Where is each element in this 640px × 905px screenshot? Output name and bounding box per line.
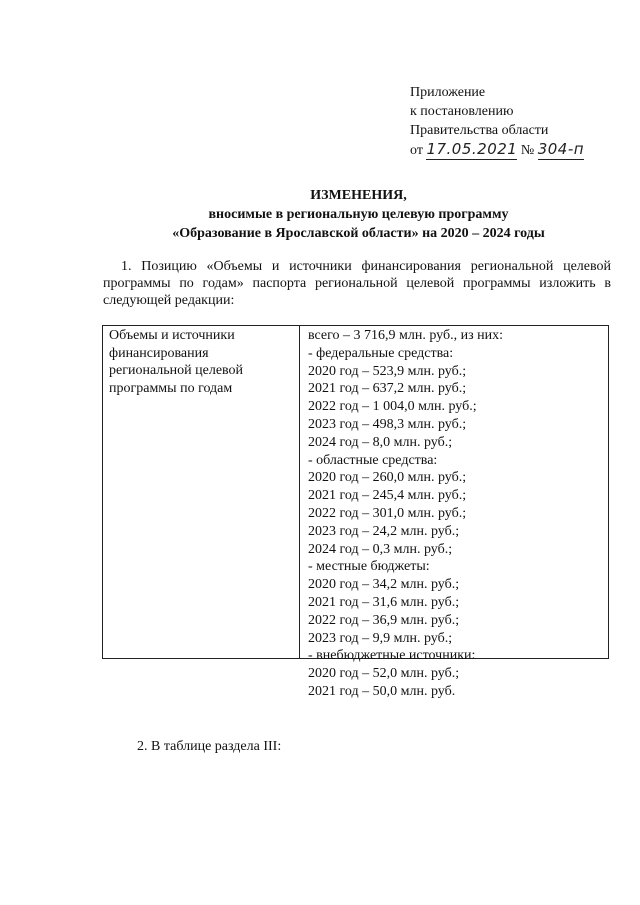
right-cell-line: всего – 3 716,9 млн. руб., из них: — [308, 328, 504, 343]
right-cell-line: 2021 год – 245,4 млн. руб.; — [308, 488, 467, 504]
right-cell-line: 2021 год – 637,2 млн. руб.; — [308, 381, 467, 397]
left-cell-line: финансирования — [109, 345, 209, 361]
right-cell-line: - местные бюджеты: — [308, 559, 430, 575]
right-cell-line: 2020 год – 260,0 млн. руб.; — [308, 470, 467, 486]
right-cell-line: 2023 год – 498,3 млн. руб.; — [308, 416, 467, 432]
date-prefix: от — [410, 143, 423, 158]
appendix-block — [410, 83, 584, 160]
title-line-3: «Образование в Ярославской области» на 2020 – 2024 годы — [172, 226, 545, 241]
right-cell-line: 2023 год – 24,2 млн. руб.; — [308, 523, 460, 539]
right-cell-line: - федеральные средства: — [308, 345, 454, 361]
title-line-2: вносимые в региональную целевую программу — [208, 207, 509, 222]
right-cell-line: 2022 год – 36,9 млн. руб.; — [308, 612, 460, 628]
right-cell-line: 2020 год – 52,0 млн. руб.; — [308, 666, 460, 682]
handwritten-number: 304-п — [537, 140, 585, 158]
appendix-line-1: Приложение — [410, 85, 486, 100]
appendix-date-line — [410, 140, 584, 160]
right-cell-line: 2021 год – 50,0 млн. руб. — [308, 683, 456, 699]
right-cell-line: 2021 год – 31,6 млн. руб.; — [308, 594, 460, 610]
document-title — [100, 186, 617, 243]
handwritten-date: 17.05.2021 — [426, 140, 518, 158]
table-column-divider — [299, 326, 300, 658]
left-cell-line: программы по годам — [109, 380, 233, 396]
right-cell-line: 2022 год – 301,0 млн. руб.; — [308, 505, 467, 521]
appendix-line-2: к постановлению — [410, 104, 514, 119]
left-cell-line: региональной целевой — [109, 363, 244, 378]
right-cell-line: 2024 год – 0,3 млн. руб.; — [308, 541, 453, 557]
table-left-cell — [109, 327, 294, 397]
paragraph-1: 1. Позицию «Объемы и источники финансирования региональной целевой программы по годам» паспорта региональной целевой программы изложить в следующей редакции: — [103, 259, 611, 308]
right-cell-line: 2020 год – 523,9 млн. руб.; — [308, 363, 467, 379]
right-cell-line: - областные средства: — [308, 452, 438, 468]
table-right-cell — [308, 327, 603, 701]
number-prefix: № — [520, 143, 535, 158]
right-cell-line: 2024 год – 8,0 млн. руб.; — [308, 434, 453, 450]
left-cell-line: Объемы и источники — [109, 328, 235, 343]
right-cell-line: 2020 год – 34,2 млн. руб.; — [308, 577, 460, 593]
right-cell-line: - внебюджетные источники: — [308, 648, 476, 664]
paragraph-2: 2. В таблице раздела III: — [137, 739, 282, 754]
financing-table — [102, 325, 609, 699]
right-cell-line: 2023 год – 9,9 млн. руб.; — [308, 630, 453, 646]
title-line-1: ИЗМЕНЕНИЯ, — [310, 188, 407, 203]
appendix-line-3: Правительства области — [410, 123, 549, 138]
right-cell-line: 2022 год – 1 004,0 млн. руб.; — [308, 399, 477, 415]
